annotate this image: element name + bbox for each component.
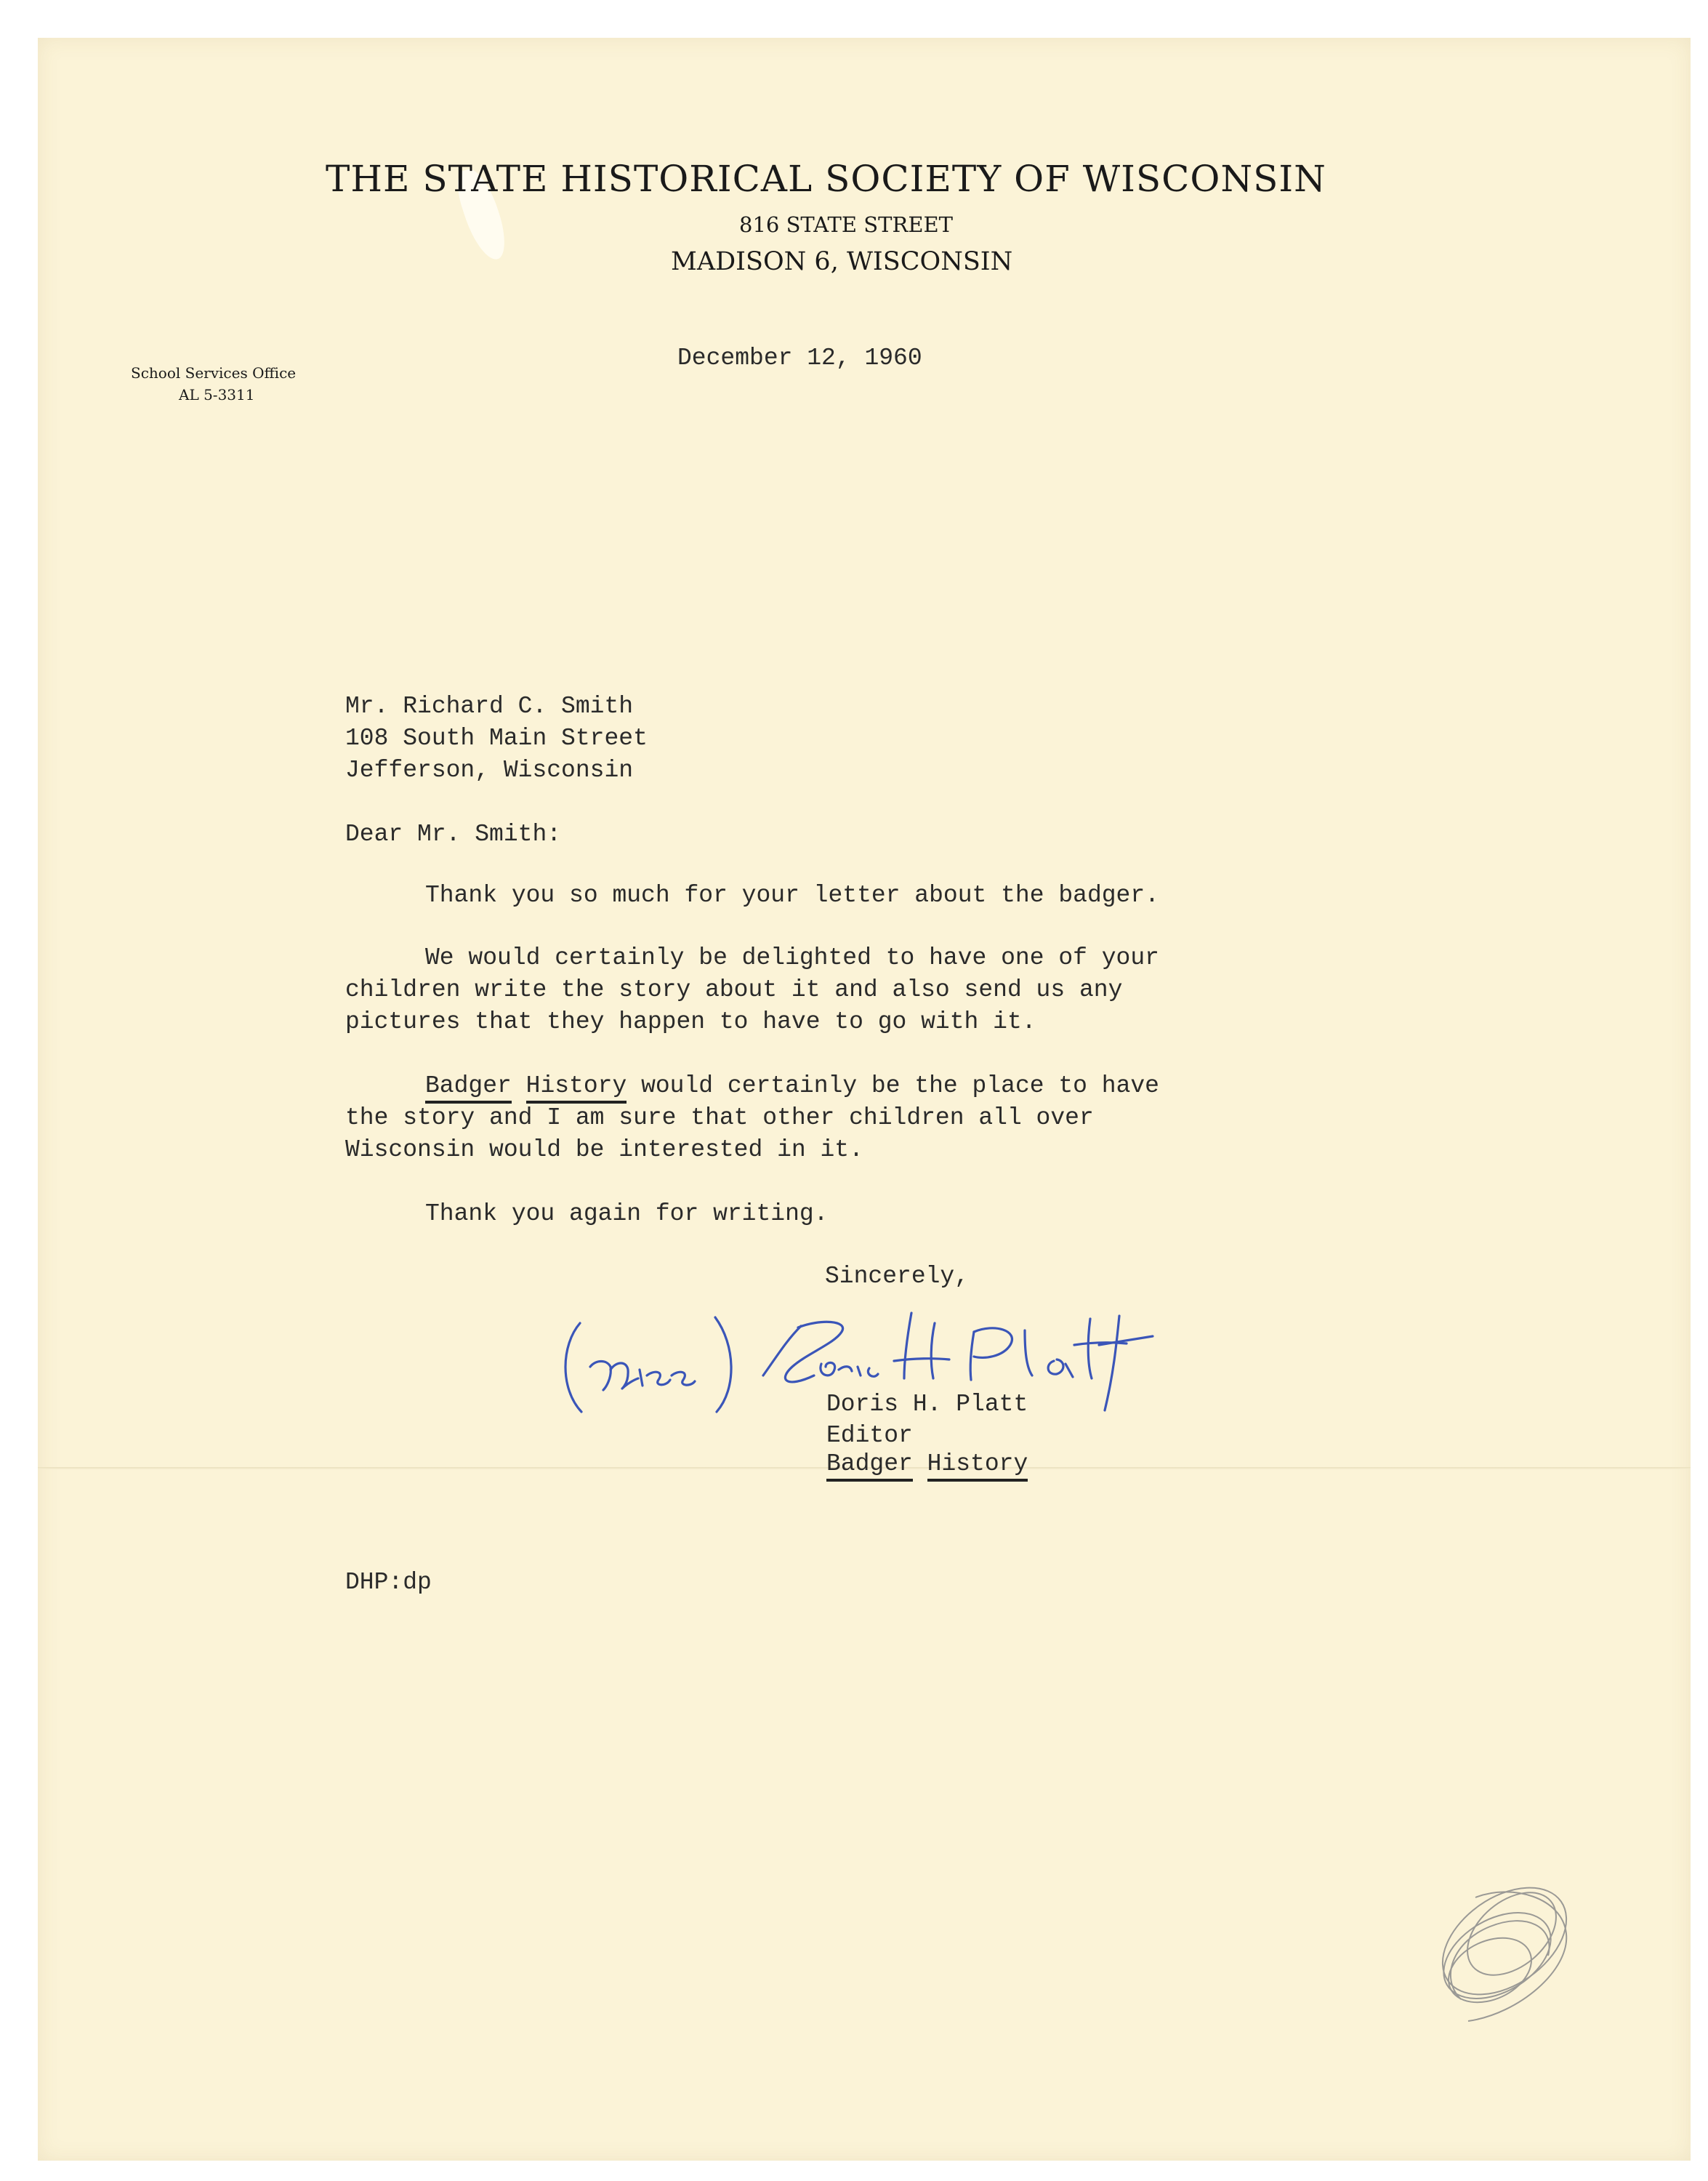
recipient-street: 108 South Main Street [345, 725, 648, 752]
salutation: Dear Mr. Smith: [345, 821, 562, 848]
office-name: School Services Office [131, 364, 297, 382]
publication-title-word: History [526, 1072, 627, 1104]
publication-title-word: Badger [826, 1450, 913, 1482]
body-paragraph-3-line [425, 1072, 1159, 1099]
closing: Sincerely, [825, 1263, 970, 1290]
body-text: would certainly be the place to have [627, 1072, 1159, 1099]
signer-name: Doris H. Platt [826, 1391, 1028, 1418]
body-paragraph-1-line: Thank you so much for your letter about the badger. [425, 882, 1159, 909]
letter-date: December 12, 1960 [677, 345, 922, 371]
signer-title: Editor [826, 1422, 913, 1449]
letterhead-street: 816 STATE STREET [739, 212, 954, 237]
signer-publication [826, 1450, 1028, 1477]
letterhead-title: THE STATE HISTORICAL SOCIETY OF WISCONSIN [326, 158, 1326, 200]
pencil-scribble [1410, 1854, 1592, 2043]
body-paragraph-2-line: pictures that they happen to have to go with it. [345, 1008, 1036, 1035]
letterhead-city: MADISON 6, WISCONSIN [671, 247, 1013, 276]
body-paragraph-2-line: children write the story about it and also send us any [345, 976, 1123, 1003]
reference-initials: DHP:dp [345, 1569, 432, 1596]
recipient-city: Jefferson, Wisconsin [345, 757, 634, 784]
body-paragraph-3-line: the story and I am sure that other children all over [345, 1104, 1094, 1131]
body-paragraph-4-line: Thank you again for writing. [425, 1200, 829, 1227]
body-paragraph-2-line: We would certainly be delighted to have one of your [425, 944, 1159, 971]
publication-title-word: Badger [425, 1072, 512, 1104]
body-paragraph-3-line: Wisconsin would be interested in it. [345, 1136, 863, 1163]
office-phone: AL 5-3311 [179, 386, 255, 403]
recipient-name: Mr. Richard C. Smith [345, 693, 634, 720]
publication-title-word: History [927, 1450, 1028, 1482]
